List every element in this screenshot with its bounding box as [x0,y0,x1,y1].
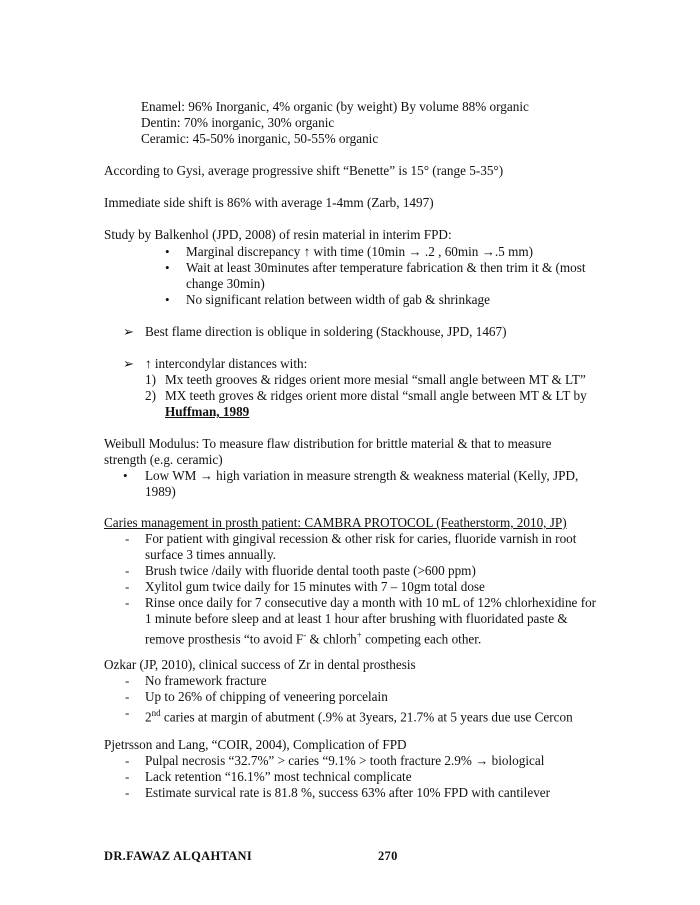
ceramic-line: Ceramic: 45-50% inorganic, 50-55% organic [141,131,379,146]
enamel-line: Enamel: 96% Inorganic, 4% organic (by weight) By volume 88% organic [141,99,529,114]
caries-item-1-cont: surface 3 times annually. [145,547,276,562]
ozkar-item-1: No framework fracture [145,673,267,688]
flame-direction-item: Best flame direction is oblique in soldering (Stackhouse, JPD, 1467) [145,324,507,339]
ozkar-text: 2 [145,709,152,725]
balkenhol-heading: Study by Balkenhol (JPD, 2008) of resin material in interim FPD: [104,227,452,242]
ozkar-text: caries at margin of abutment (.9% at 3years, 21.7% at 5 years due use Cercon [160,709,573,725]
caries-item-3: Xylitol gum twice daily for 15 minutes with 7 – 10gm total dose [145,579,485,594]
page-number: 270 [378,849,398,863]
weibull-bullet: Low WM → high variation in measure strength & weakness material (Kelly, JPD, [145,468,579,483]
ozkar-item-2: Up to 26% of chipping of veneering porcelain [145,689,388,704]
dash-bullet-icon: - [125,595,130,610]
caries-text: competing each other. [361,631,482,647]
arrow-bullet-icon: ➢ [123,356,134,371]
arrow-bullet-icon: ➢ [123,324,134,339]
ozkar-heading: Ozkar (JP, 2010), clinical success of Zr in dental prosthesis [104,657,416,672]
gysi-paragraph: According to Gysi, average progressive shift “Benette” is 15° (range 5-35°) [104,163,504,178]
chlorhexidine-charge: + [356,630,362,640]
bullet-dot-icon: • [165,292,170,307]
dash-bullet-icon: - [125,769,130,784]
pjetursson-heading: Pjetrsson and Lang, “COIR, 2004), Complication of FPD [104,737,407,752]
footer-author: DR.FAWAZ ALQAHTANI [104,849,253,863]
caries-item-4: Rinse once daily for 7 consecutive day a month with 10 mL of 12% chlorhexidine for [145,595,597,610]
dash-bullet-icon: - [125,579,130,594]
dash-bullet-icon: - [125,705,130,720]
balkenhol-bullet-3: No significant relation between width of gab & shrinkage [186,292,490,307]
weibull-paragraph-cont: strength (e.g. ceramic) [104,452,223,467]
dash-bullet-icon: - [125,673,130,688]
dash-bullet-icon: - [125,689,130,704]
bullet-dot-icon: • [165,244,170,259]
intercondylar-num-2: 2) [145,388,156,403]
dentin-line: Dentin: 70% inorganic, 30% organic [141,115,335,130]
caries-item-4-cont: 1 minute before sleep and at least 1 hour after brushing with fluoridated paste & [145,611,568,626]
pjetursson-item-3: Estimate survical rate is 81.8 %, success 63% after 10% FPD with cantilever [145,785,551,800]
intercondylar-num-1: 1) [145,372,156,387]
fluoride-charge: - [303,630,307,640]
pjetursson-item-2: Lack retention “16.1%” most technical complicate [145,769,412,784]
huffman-reference: Huffman, 1989 [165,404,250,419]
side-shift-paragraph: Immediate side shift is 86% with average 1-4mm (Zarb, 1497) [104,195,434,210]
bullet-dot-icon: • [165,260,170,275]
intercondylar-sub-1: Mx teeth grooves & ridges orient more mesial “small angle between MT & LT” [165,372,586,387]
weibull-bullet-cont: 1989) [145,484,176,499]
balkenhol-bullet-1: Marginal discrepancy ↑ with time (10min → .2 , 60min →.5 mm) [186,244,533,259]
ordinal-suffix: nd [151,708,161,718]
dash-bullet-icon: - [125,785,130,800]
dash-bullet-icon: - [125,563,130,578]
bullet-dot-icon: • [123,468,128,483]
ozkar-item-3 [145,705,573,725]
caries-item-4-cont2 [145,627,481,647]
pjetursson-item-1: Pulpal necrosis “32.7%” > caries “9.1% > tooth fracture 2.9% → biological [145,753,545,768]
caries-heading: Caries management in prosth patient: CAMBRA PROTOCOL (Featherstorm, 2010, JP) [104,515,567,530]
caries-item-1: For patient with gingival recession & other risk for caries, fluoride varnish in root [145,531,577,546]
dash-bullet-icon: - [125,753,130,768]
caries-text: & chlorh [306,631,357,647]
caries-item-2: Brush twice /daily with fluoride dental tooth paste (>600 ppm) [145,563,476,578]
intercondylar-item: ↑ intercondylar distances with: [145,356,308,371]
caries-text: remove prosthesis “to avoid F [145,631,304,647]
weibull-paragraph: Weibull Modulus: To measure flaw distribution for brittle material & that to measure [104,436,552,451]
dash-bullet-icon: - [125,531,130,546]
balkenhol-bullet-2-cont: change 30min) [186,276,265,291]
intercondylar-sub-2: MX teeth groves & ridges orient more distal “small angle between MT & LT by [165,388,587,403]
balkenhol-bullet-2: Wait at least 30minutes after temperature fabrication & then trim it & (most [186,260,586,275]
